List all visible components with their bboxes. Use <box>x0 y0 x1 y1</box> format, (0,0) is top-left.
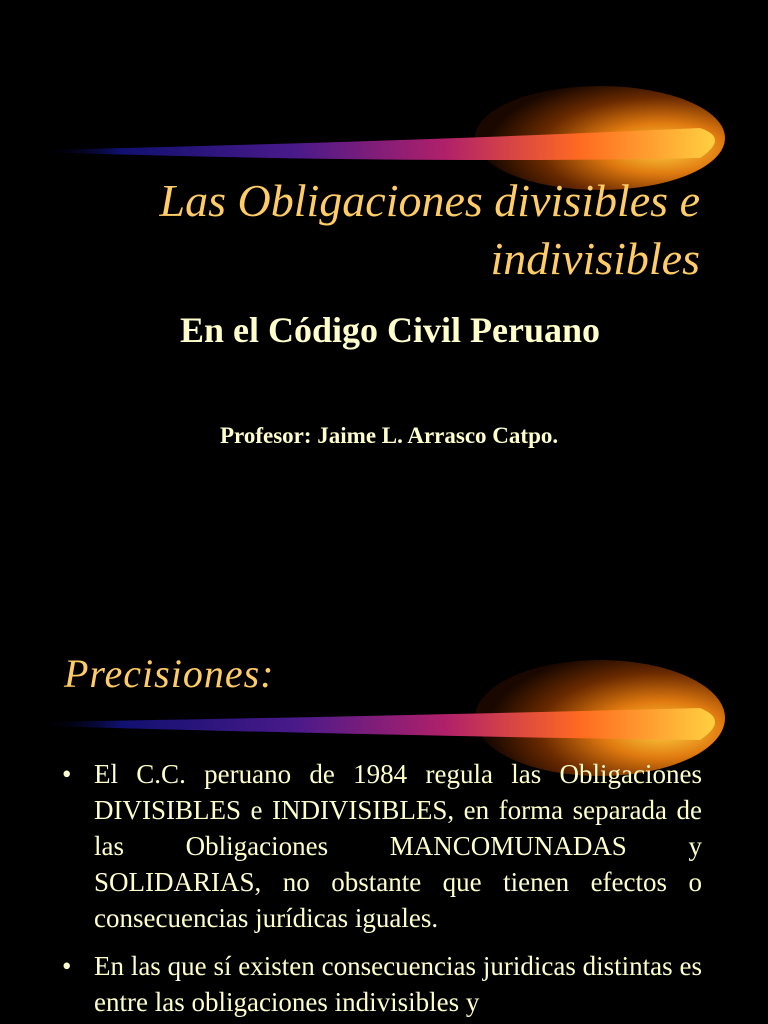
professor-credit: Profesor: Jaime L. Arrasco Catpo. <box>220 423 559 448</box>
content-slide <box>0 512 768 1024</box>
list-item <box>62 948 702 1020</box>
section-heading: Precisiones: <box>64 651 275 696</box>
slide-title: Las Obligaciones divisibles e indivisibles <box>159 175 700 284</box>
list-item <box>62 756 702 936</box>
bullet-text: El C.C. peruano de 1984 regula las Obligaciones DIVISIBLES e INDIVISIBLES, en forma separada de las Obligaciones MANCOMUNADAS y SOLIDARIAS, no obstante que tienen efectos o consecuencias jurídicas iguales. <box>94 759 702 933</box>
slide-subtitle: En el Código Civil Peruano <box>179 310 601 350</box>
bullet-text: En las que sí existen consecuencias juridicas distintas es entre las obligaciones indivisibles y <box>94 951 702 1017</box>
bullet-icon: • <box>62 759 72 789</box>
bullet-list <box>62 756 702 1024</box>
bullet-icon: • <box>62 951 72 981</box>
